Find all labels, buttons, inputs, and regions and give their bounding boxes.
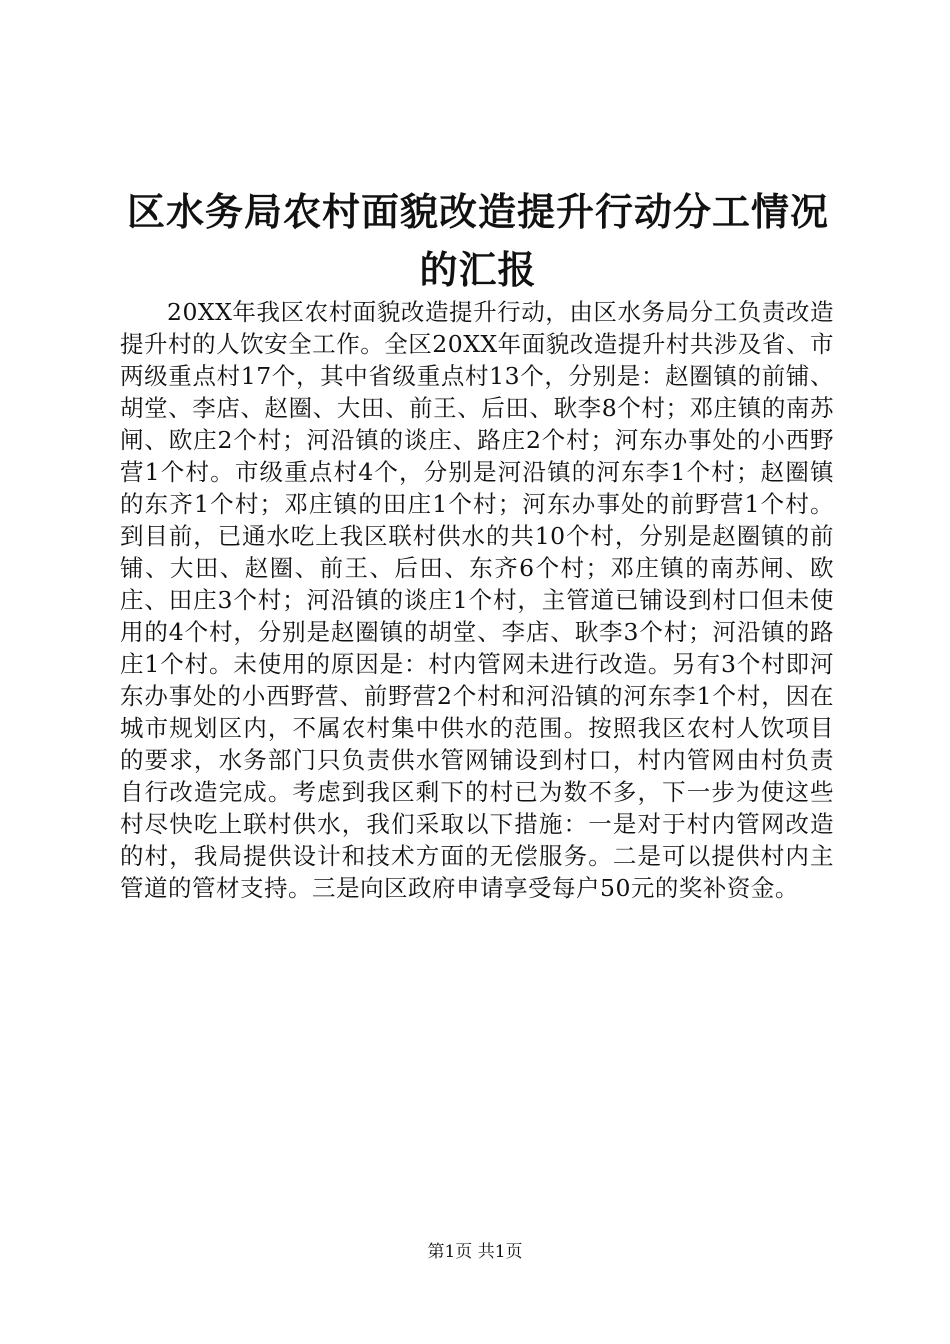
document-title: 区水务局农村面貌改造提升行动分工情况的汇报 — [126, 189, 829, 292]
page-number-footer: 第1页 共1页 — [427, 1242, 523, 1262]
document-body-paragraph: 20XX年我区农村面貌改造提升行动，由区水务局分工负责改造提升村的人饮安全工作。全区20XX年面貌改造提升村共涉及省、市两级重点村17个，其中省级重点村13个，分别是：赵圈镇的前铺、胡堂、李店、赵圈、大田、前王、后田、耿李8个村；邓庄镇的南苏闸、欧庄2个村；河沿镇的谈庄、路庄2个村；河东办事处的小西野营1个村。市级重点村4个，分别是河沿镇的河东李1个村；赵圈镇的东齐1个村；邓庄镇的田庄1个村；河东办事处的前野营1个村。到目前，已通水吃上我区联村供水的共10个村，分别是赵圈镇的前铺、大田、赵圈、前王、后田、东齐6个村；邓庄镇的南苏闸、欧庄、田庄3个村；河沿镇的谈庄1个村，主管道已铺设到村口但未使用的4个村，分别是赵圈镇的胡堂、李店、耿李3个村；河沿镇的路庄1个村。未使用的原因是：村内管网未进行改造。另有3个村即河东办事处的小西野营、前野营2个村和河沿镇的河东李1个村，因在城市规划区内，不属农村集中供水的范围。按照我区农村人饮项目的要求，水务部门只负责供水管网铺设到村口，村内管网由村负责自行改造完成。考虑到我区剩下的村已为数不多，下一步为使这些村尽快吃上联村供水，我们采取以下措施：一是对于村内管网改造的村，我局提供设计和技术方面的无偿服务。二是可以提供村内主管道的管材支持。三是向区政府申请享受每户50元的奖补资金。 — [120, 298, 834, 902]
